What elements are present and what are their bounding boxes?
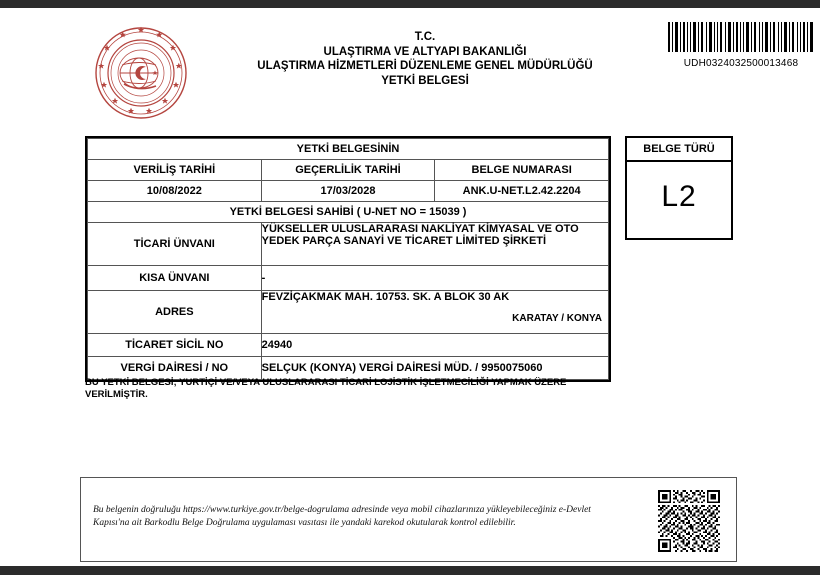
value-document-number: ANK.U-NET.L2.42.2204 [435,181,609,202]
document-type-box [625,136,733,240]
value-issue-date: 10/08/2022 [88,181,262,202]
header-line-4: YETKİ BELGESİ [381,74,469,87]
barcode-value: UDH0324032500013468 [683,58,799,69]
table-row [88,139,609,160]
value-ticaret-sicil-no: 24940 [261,334,608,357]
value-adres-line2: KARATAY / KONYA [512,313,602,324]
value-validity-date: 17/03/2028 [261,181,435,202]
owner-band: YETKİ BELGESİ SAHİBİ ( U-NET NO = 15039 ) [88,202,609,223]
document-page [0,8,820,566]
value-adres-line1: FEVZİÇAKMAK MAH. 10753. SK. A BLOK 30 AK [261,291,510,303]
turkey-ministry-emblem-icon [84,24,198,122]
certificate-table [85,136,611,382]
header-line-2: ULAŞTIRMA VE ALTYAPI BAKANLIĞI [323,45,527,58]
table-row [88,160,609,181]
document-type-value: L2 [661,180,697,213]
verification-box [80,477,737,562]
document-type-label: BELGE TÜRÜ [627,138,731,162]
table-row [88,223,609,266]
column-header-issue-date: VERİLİŞ TARİHİ [88,160,262,181]
label-ticaret-sicil-no: TİCARET SİCİL NO [88,334,262,357]
label-ticari-unvani: TİCARİ ÜNVANI [88,223,262,266]
value-adres [261,291,608,334]
verification-text: Bu belgenin doğruluğu https://www.turkiye.gov.tr/belge-dogrulama adresinde veya mobil cihazlarınıza yükleyebileceğiniz e-Devlet Kapısı'na ait Barkodlu Belge Doğrulama uygulaması vasıtası ile yandaki karekod okutularak kontrol edilebilir. [93,505,591,528]
document-header-title [200,30,650,88]
value-kisa-unvani: - [261,266,608,291]
header-line-1: T.C. [414,31,436,43]
authorization-statement: BU YETKİ BELGESİ; YURTİÇİ VE/VEYA ULUSLARARASI TİCARİ LOJİSTİK İŞLETMECİLİĞİ YAPMAK ÜZERE VERİLMİŞTİR. [85,377,567,400]
label-kisa-unvani: KISA ÜNVANI [88,266,262,291]
header-line-3: ULAŞTIRMA HİZMETLERİ DÜZENLEME GENEL MÜDÜRLÜĞÜ [257,60,593,72]
value-ticari-unvani: YÜKSELLER ULUSLARARASI NAKLİYAT KİMYASAL VE OTO YEDEK PARÇA SANAYİ VE TİCARET LİMİTED ŞİRKETİ [261,223,608,266]
table-row [88,334,609,357]
column-header-document-number: BELGE NUMARASI [435,160,609,181]
table-row [88,266,609,291]
column-header-validity-date: GEÇERLİLİK TARİHİ [261,160,435,181]
barcode-block [666,22,816,69]
table-row [88,202,609,223]
barcode-icon [667,22,815,52]
table-title: YETKİ BELGESİNİN [88,139,609,160]
label-vergi-dairesi-no: VERGİ DAİRESİ / NO [88,357,262,380]
label-adres: ADRES [88,291,262,334]
table-row [88,291,609,334]
qr-code-icon [658,490,720,552]
table-row [88,181,609,202]
value-vergi-dairesi-no: SELÇUK (KONYA) VERGİ DAİRESİ MÜD. / 9950075060 [261,357,608,380]
